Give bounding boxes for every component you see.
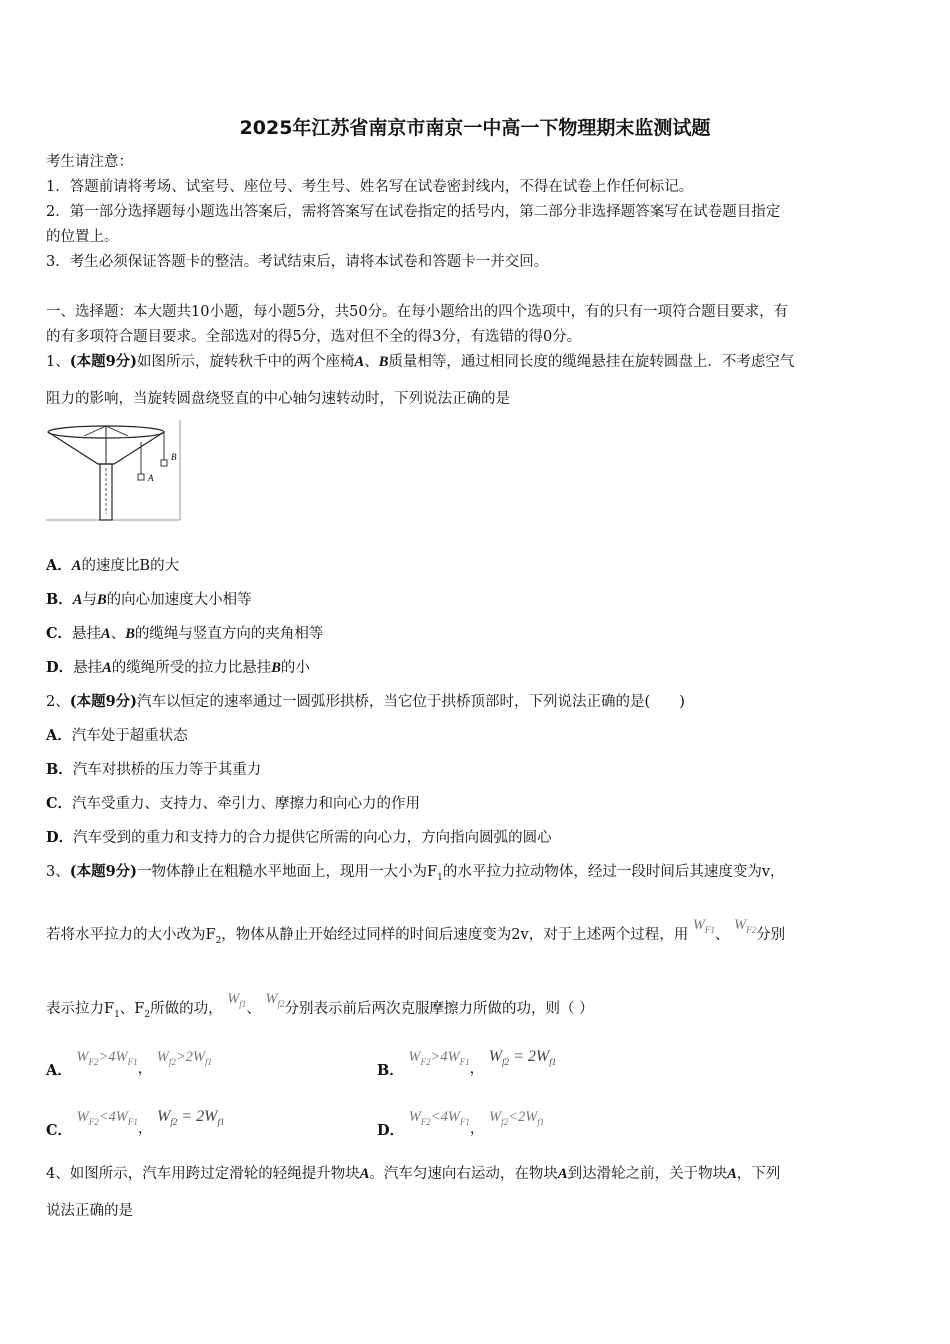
math-wf1: $W_{F1}$: [692, 917, 715, 935]
question-3-line3: 表示拉力$F_1$、$F_2$所做的功， $W_{f1}$、 $W_{f2}$分别表示前后两次克服摩擦力所做的功，则（ ）: [46, 991, 594, 1020]
figure-label-a: A: [148, 473, 154, 483]
question-3-line2: 若将水平拉力的大小改为$F_2$，物体从静止开始经过同样的时间后速度变为2v，对于上述两个过程，用 $W_{F1}$、 $W_{F2}$分别: [46, 917, 786, 946]
notice-item: 3．考生必须保证答题卡的整洁。考试结束后，请将本试卷和答题卡一并交回。: [46, 254, 549, 270]
q2-option-c[interactable]: C．汽车受重力、支持力、牵引力、摩擦力和向心力的作用: [46, 795, 421, 812]
question-2: 2、(本题9分)汽车以恒定的速率通过一圆弧形拱桥，当它位于拱桥顶部时，下列说法正确的是( ): [46, 693, 685, 710]
q1-option-c[interactable]: C．悬挂A、B的缆绳与竖直方向的夹角相等: [46, 625, 324, 642]
q3-option-a[interactable]: A． $W_{F2}>4W_{F1}$， $W_{f2}>2W_{f1}$: [46, 1049, 212, 1079]
question-1-line1: 1、(本题9分)如图所示，旋转秋千中的两个座椅A、B质量相等，通过相同长度的缆绳悬挂在旋转圆盘上．不考虑空气: [46, 353, 795, 370]
question-3-line1: 3、(本题9分)一物体静止在粗糙水平地面上，现用一大小为$F_1$的水平拉力拉动物体，经过一段时间后其速度变为v，: [46, 863, 785, 883]
q1-option-b[interactable]: B．A与B的向心加速度大小相等: [46, 591, 252, 608]
q1-option-d[interactable]: D．悬挂A的缆绳所受的拉力比悬挂B的小: [46, 659, 310, 676]
notice-item: 1．答题前请将考场、试室号、座位号、考生号、姓名写在试卷密封线内，不得在试卷上作任何标记。: [46, 179, 694, 195]
q3-option-d[interactable]: D． $W_{F2}<4W_{F1}$， $W_{f2}<2W_{f1}$: [377, 1109, 545, 1139]
math-wf2: $W_{F2}$: [734, 917, 757, 935]
question-4-line2: 说法正确的是: [46, 1203, 133, 1219]
q3-option-b[interactable]: B． $W_{F2}>4W_{F1}$， $W_{f2} = 2W_{f1}$: [377, 1048, 557, 1079]
math-wf-small2: $W_{f2}$: [265, 991, 285, 1009]
figure-label-b: B: [171, 452, 177, 462]
q1-option-a[interactable]: A．A的速度比B的大: [46, 557, 180, 574]
question-4-line1: 4、如图所示，汽车用跨过定滑轮的轻绳提升物块A。汽车匀速向右运动，在物块A到达滑轮之前，关于物块A，下列: [46, 1166, 781, 1182]
question-1-line2: 阻力的影响，当旋转圆盘绕竖直的中心轴匀速转动时，下列说法正确的是: [46, 391, 510, 407]
notice-item: 2．第一部分选择题每小题选出答案后，需将答案写在试卷指定的括号内，第二部分非选择题答案写在试卷题目指定: [46, 204, 781, 220]
q2-option-b[interactable]: B．汽车对拱桥的压力等于其重力: [46, 761, 262, 778]
q3-option-c[interactable]: C． $W_{F2}<4W_{F1}$， $W_{f2} = 2W_{f1}$: [46, 1108, 225, 1139]
page-title: 2025年江苏省南京市南京一中高一下物理期末监测试题: [239, 117, 711, 139]
notice-item: 的位置上。: [46, 229, 119, 245]
q2-option-d[interactable]: D．汽车受到的重力和支持力的合力提供它所需的向心力，方向指向圆弧的圆心: [46, 829, 552, 846]
q2-option-a[interactable]: A．汽车处于超重状态: [46, 727, 188, 744]
notice-heading: 考生请注意：: [46, 154, 133, 170]
rotating-swing-figure: [44, 418, 184, 522]
section-heading: 一、选择题：本大题共10小题，每小题5分，共50分。在每小题给出的四个选项中，有的只有一项符合题目要求，有: [46, 304, 789, 320]
section-heading-cont: 的有多项符合题目要求。全部选对的得5分，选对但不全的得3分，有选错的得0分。: [46, 329, 582, 345]
math-wf-small1: $W_{f1}$: [227, 991, 247, 1009]
